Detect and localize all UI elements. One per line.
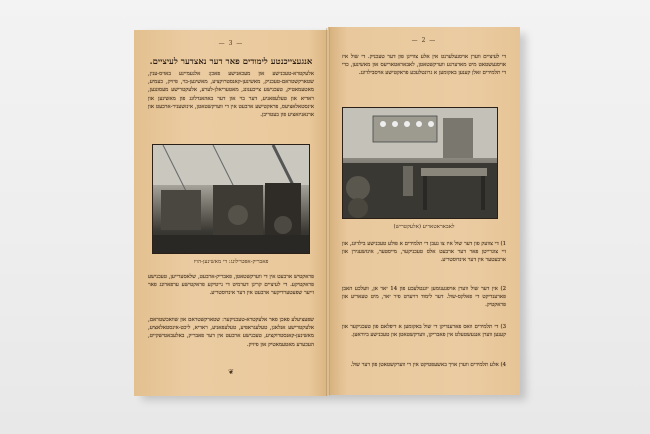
ornament: ❦ [228,368,234,376]
section-heading: אנגעצייכנטע לימודים פאר דער נאצדער לעיציים. [149,57,313,67]
body-paragraph: פראקטיש ארבעט אין די ווערקשטאטן, פאבריק-ארבעט, שלאסערייען, טעכנישע פראקטיקע. די לעיציים קריגן דערמיט די נייטיקע פראקטישע ערפארונג פאר זייער שפעטערדיקער ארבעט אין דער אינדוסטריע. [148,274,314,297]
machinery-photo-illustration [153,145,309,253]
intro-paragraph: די לעיציים ווערן אויסגעלערנט אין אלע צווייגן פון דער טעכניק. די שול איז אויסגעשטאט מיט מאדערנע ווערקשטאטן, לאבאראטאריעס און מאשינען, כדי די תלמידים זאלן קענען באקומען א גרונטלעכע פראקטישע אויסבילדונג. [342,54,506,77]
center-fold [326,28,330,396]
numbered-paragraph: 2) אין דער שול ווערן אויפגענומען יוגנטלעכע פון 14 יאר אן, וועלכע האבן פארענדיקט די פאלקס-שול. דער לימוד דויערט פיר יאר, מיט טעאריע און פראקטיק. [342,286,507,309]
intro-paragraph: אלעקטרא-טעכנישע און מעכאנישע פאכן: אלגעמיינע באזיס-ענין, שטארקשטראם-טעכניק, מאשינען-קאנסטרוקציע, מאשינען-בוי, פיזיק, כעמיע, מאטעמאטיק, טעכנישע צייכענונג, מאטעריאלן-לערע, אלעקטרישע מעסונגען, ראדיא און טעלעפאניע, דער בוי און דער באהאנדלונג פון מאשינען און אינסטאלאציעס, פראקטישע ארבעט אין די ווערקשטאטן, אינזשעניר-ארבעט און ארגאניזאציע פון בעטריבן. [148,71,314,119]
page-number: — 2 — [411,37,437,44]
numbered-paragraph: 1) די צוועק פון דער שול איז צו געבן די תלמידים א פולע טעכנישע בילדונג, און זיי צוגרייטן פאר דער ארבעט אלס טעכניקער, מייסטער, אינזשענירן און ארבעטער אין דער אינדוסטריע. [342,241,506,264]
brochure-left-page [134,30,328,396]
laboratory-photo [342,107,498,219]
photo-caption: פאבריק-אפטיילונג: די מאשינען-הויז [193,259,269,265]
numbered-paragraph: 4) אלע תלמידים ווערן אויך באשעפטיקט אין די ווערקשטאטן פון דער שול. [350,362,506,368]
photo-caption: לאבאראטאריע (אלעקטריש) [393,224,455,230]
body-paragraph: שפעציעלע פאכן פאר אלעקטרא-טעכניקער: שטארקשטראם און שוואכשטראם, אלעקטרישע אנלאגן, טעלעגראפיע, טעלעפאניע, ראדיא, ליכט-אינסטאלאציע, מאשינען-קאנסטרוקציע, טעכנישע ארבעט אין דער פאבריק, באלעבאטישקייט, העכערע מאטעמאטיק און פיזיק. [148,317,314,348]
brochure-right-page [328,27,520,395]
machinery-photo [152,144,310,254]
laboratory-photo-illustration [343,108,497,218]
numbered-paragraph: 3) די תלמידים וואס פארענדיקן די שול באקומען א דיפלאם פון טעכניקער און קענען ווערן אנגעשטעלט אין פאבריקן, ווערקשטאטן און טעכנישע ביוראען. [342,324,506,339]
page-number: — 3 — [218,40,244,47]
